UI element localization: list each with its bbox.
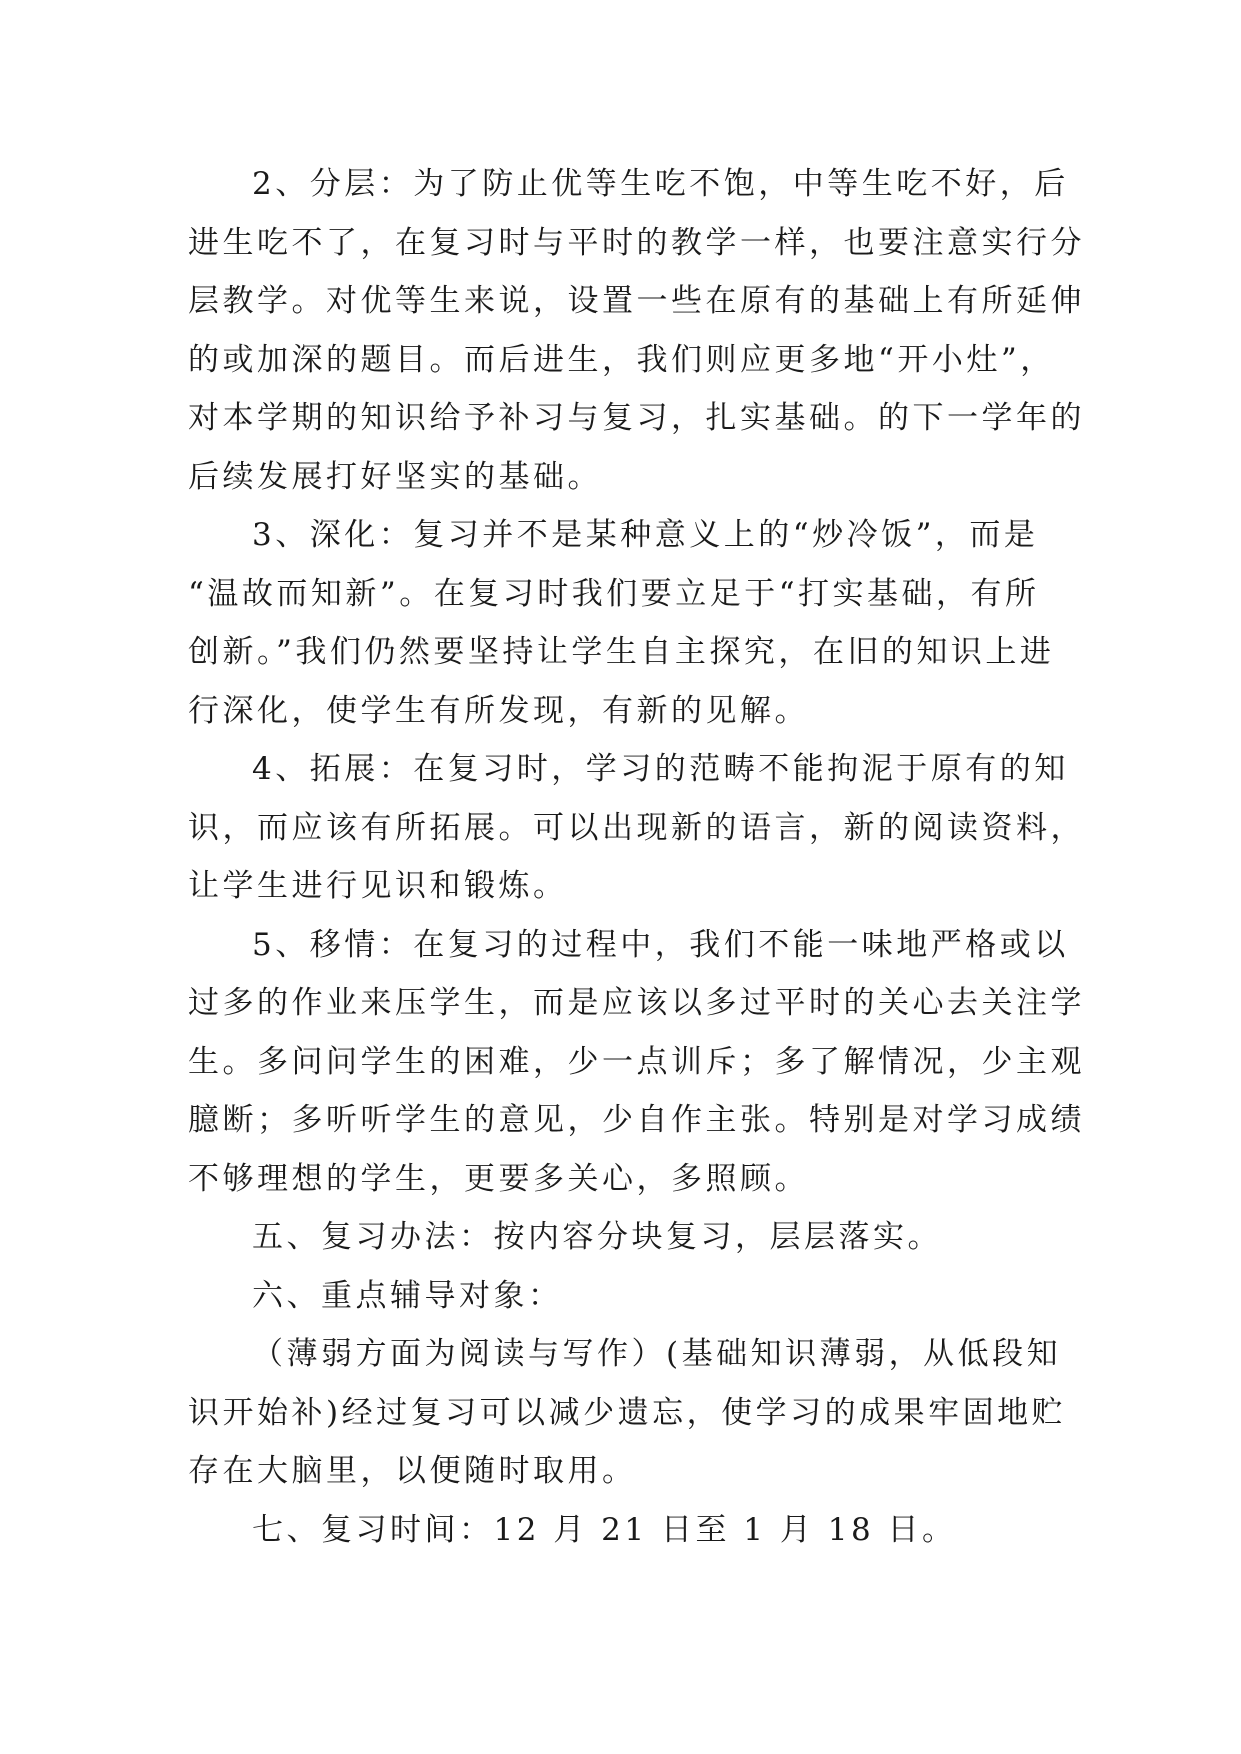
paragraph-deepening	[188, 506, 1068, 740]
text-line: 让学生进行见识和锻炼。	[188, 868, 568, 904]
section-heading: 七、复习时间：12 月 21 日至 1 月 18 日。	[252, 1511, 957, 1548]
section-key-tutoring-targets	[188, 1267, 1068, 1326]
text-line: 层教学。对优等生来说，设置一些在原有的基础上有所延伸	[188, 283, 1085, 319]
document-body	[188, 155, 1085, 1559]
text-line: 过多的作业来压学生，而是应该以多过平时的关心去关注学	[188, 985, 1085, 1021]
paragraph-expansion	[188, 740, 1085, 916]
text-line: 创新。”我们仍然要坚持让学生自主探究，在旧的知识上进	[188, 634, 1055, 670]
paragraph-empathy	[188, 916, 1085, 1209]
paragraph-weak-areas	[188, 1325, 1068, 1501]
text-line: 3、深化：复习并不是某种意义上的“炒冷饭”，而是	[252, 517, 1039, 553]
text-line: 对本学期的知识给予补习与复习，扎实基础。的下一学年的	[188, 400, 1085, 436]
text-line: 臆断；多听听学生的意见，少自作主张。特别是对学习成绩	[188, 1102, 1085, 1138]
text-line: 2、分层：为了防止优等生吃不饱，中等生吃不好，后	[252, 166, 1069, 202]
text-line: 4、拓展：在复习时，学习的范畴不能拘泥于原有的知	[252, 751, 1069, 787]
section-review-time	[188, 1501, 1068, 1560]
section-heading: 六、重点辅导对象：	[252, 1277, 563, 1314]
text-line: 后续发展打好坚实的基础。	[188, 458, 602, 495]
text-line: 5、移情：在复习的过程中，我们不能一味地严格或以	[252, 926, 1069, 963]
text-line: 进生吃不了，在复习时与平时的教学一样，也要注意实行分	[188, 224, 1085, 261]
text-line: 识，而应该有所拓展。可以出现新的语言，新的阅读资料，	[188, 809, 1085, 846]
paragraph-layering	[188, 155, 1085, 506]
text-line: 不够理想的学生，更要多关心，多照顾。	[188, 1160, 809, 1197]
text-line: （薄弱方面为阅读与写作）(基础知识薄弱，从低段知	[252, 1336, 1062, 1372]
section-review-method	[188, 1208, 1068, 1267]
text-line: 识开始补)经过复习可以减少遗忘，使学习的成果牢固地贮	[188, 1394, 1067, 1431]
section-heading: 五、复习办法：按内容分块复习，层层落实。	[252, 1219, 942, 1255]
text-line: 生。多问问学生的困难，少一点训斥；多了解情况，少主观	[188, 1043, 1085, 1080]
text-line: “温故而知新”。在复习时我们要立足于“打实基础，有所	[188, 575, 1040, 612]
text-line: 行深化，使学生有所发现，有新的见解。	[188, 692, 809, 729]
text-line: 存在大脑里，以便随时取用。	[188, 1453, 637, 1489]
text-line: 的或加深的题目。而后进生，我们则应更多地“开小灶”，	[188, 341, 1055, 378]
